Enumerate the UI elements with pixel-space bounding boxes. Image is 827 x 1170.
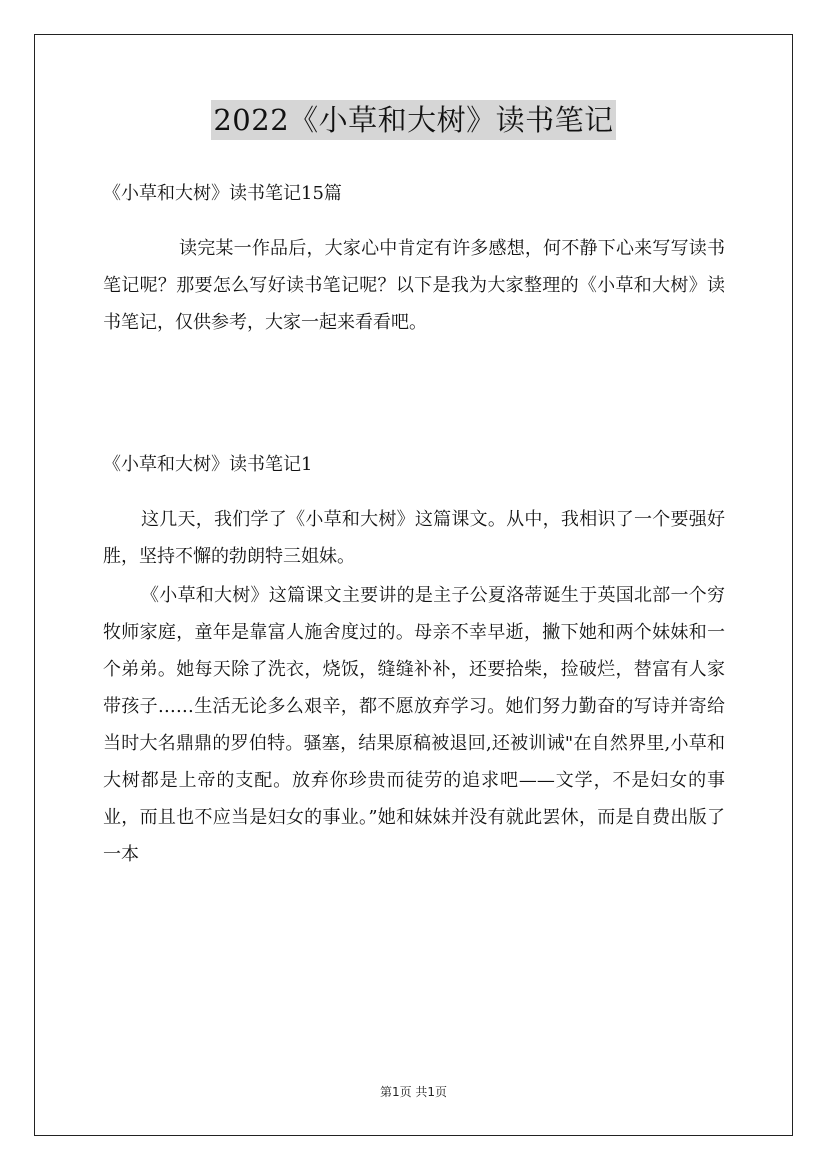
intro-paragraph: 读完某一作品后，大家心中肯定有许多感想，何不静下心来写写读书笔记呢？那要怎么写好读书笔记呢？以下是我为大家整理的《小草和大树》读书笔记，仅供参考，大家一起来看看吧。 (103, 238, 725, 333)
body-paragraph: 《小草和大树》这篇课文主要讲的是主子公夏洛蒂诞生于英国北部一个穷牧师家庭，童年是靠富人施舍度过的。母亲不幸早逝，撇下她和两个妹妹和一个弟弟。她每天除了洗衣，烧饭，缝缝补补，还要拾柴，捡破烂，替富有人家带孩子……生活无论多么艰辛，都不愿放弃学习。她们努力勤奋的写诗并寄给当时大名鼎鼎的罗伯特。骚塞，结果原稿被退回,还被训诫"在自然界里,小草和大树都是上帝的支配。放弃你珍贵而徒劳的追求吧——文学，不是妇女的事业，而且也不应当是妇女的事业。”她和妹妹并没有就此罢休，而是自费出版了一本 (103, 585, 725, 865)
document-title: 2022《小草和大树》读书笔记 (211, 100, 615, 140)
body-text (103, 501, 725, 875)
body-paragraph: 这几天，我们学了《小草和大树》这篇课文。从中，我相识了一个要强好胜，坚持不懈的勃朗特三姐妹。 (103, 509, 725, 567)
document-subtitle: 《小草和大树》读书笔记15篇 (103, 183, 342, 204)
section-heading: 《小草和大树》读书笔记1 (103, 454, 313, 475)
page-footer: 第1页 共1页 (379, 1085, 448, 1099)
title-wrap (0, 100, 827, 140)
